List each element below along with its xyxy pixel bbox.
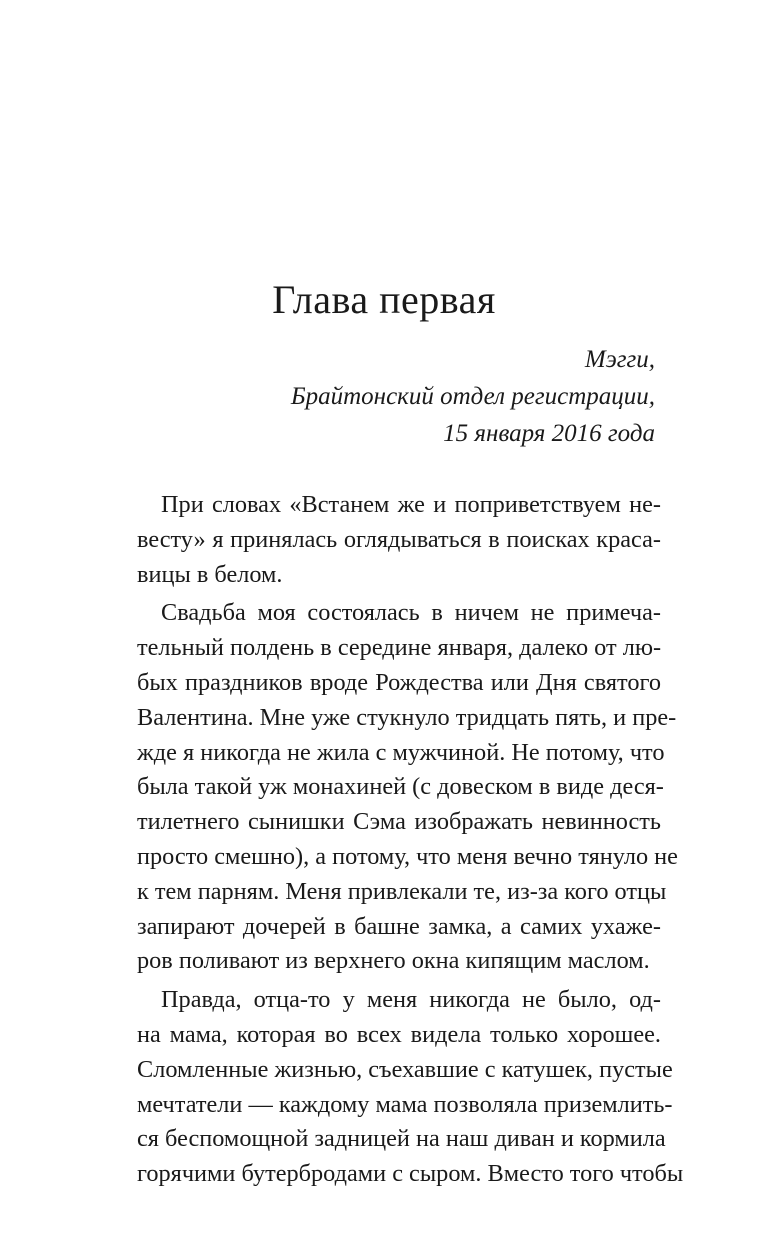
text-line: жде я никогда не жила с мужчиной. Не потому, что [137,738,665,766]
text-line: ров поливают из верхнего окна кипящим маслом. [137,947,650,975]
text-line: на мама, которая во всех видела только хорошее. [137,1020,661,1048]
text-line: была такой уж монахиней (с довеском в виде деся- [137,773,664,801]
text-line: весту» я принялась оглядываться в поисках краса- [137,525,661,553]
text-line: Свадьба моя состоялась в ничем не примеча- [161,599,661,627]
text-line: Валентина. Мне уже стукнуло тридцать пять, и пре- [137,703,677,731]
text-line: горячими бутербродами с сыром. Вместо того чтобы [137,1160,684,1188]
epigraph-line: Брайтонский отдел регистрации, [290,383,655,410]
text-line: вицы в белом. [137,560,283,588]
paragraph [137,983,684,1192]
text-line: к тем парням. Меня привлекали те, из-за кого отцы [137,877,667,905]
text-line: запирают дочерей в башне замка, а самих ухаже- [137,912,661,940]
text-line: мечтатели — каждому мама позволяла приземлить- [137,1090,673,1118]
body-text [137,488,684,1192]
text-line: При словах «Встанем же и поприветствуем не- [161,491,661,518]
chapter-epigraph [291,341,655,452]
text-line: тилетнего сынишки Сэма изображать невинность [137,808,661,836]
text-line: Сломленные жизнью, съехавшие с катушек, пустые [137,1055,673,1083]
text-line: ся беспомощной задницей на наш диван и кормила [137,1125,666,1153]
chapter-title: Глава первая [272,277,496,322]
text-line: Правда, отца-то у меня никогда не было, од- [161,986,661,1014]
text-line: бых праздников вроде Рождества или Дня святого [137,668,661,696]
paragraph [137,596,678,979]
epigraph-line: 15 января 2016 года [443,420,655,447]
epigraph-line: Мэгги, [584,346,655,373]
text-line: тельный полдень в середине января, далеко от лю- [137,634,662,662]
paragraph [137,488,661,592]
text-line: просто смешно), а потому, что меня вечно тянуло не [137,842,678,870]
